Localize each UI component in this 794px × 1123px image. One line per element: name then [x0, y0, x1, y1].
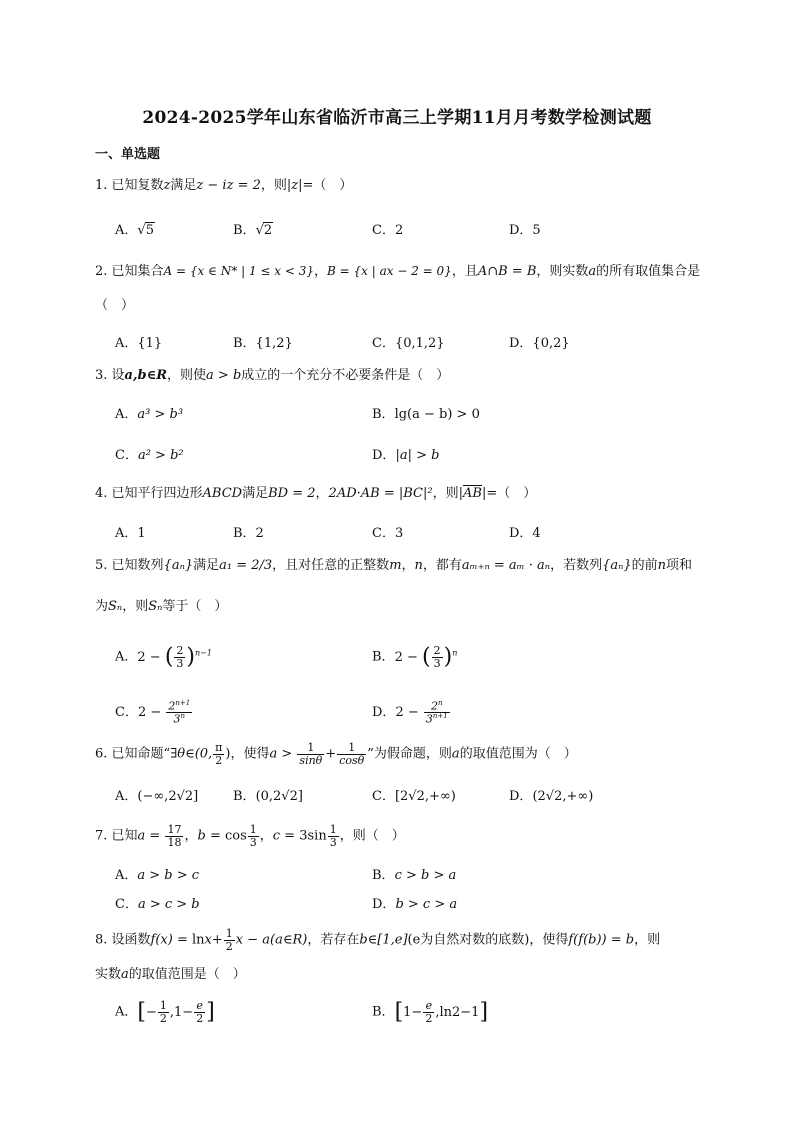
q6-option-a[interactable]: A．(−∞,2√2]: [115, 789, 199, 804]
question-4: 4. 已知平行四边形ABCD满足BD = 2，2AD·AB = |BC|²，则|AB|=（ ）: [95, 486, 537, 501]
q3-option-c[interactable]: C．a² > b²: [115, 448, 184, 463]
q2-option-b[interactable]: B．{1,2}: [233, 336, 293, 351]
q1-option-b[interactable]: B．√2: [233, 223, 273, 238]
question-5: 5. 已知数列{aₙ}满足a₁ = 2/3，且对任意的正整数m，n，都有aₘ₊ₙ = aₘ · aₙ，若数列{aₙ}的前n项和: [95, 558, 693, 573]
question-6: 6. 已知命题“∃θ∈(0, $\frac{\pi}{2}$ )，使得a > $\frac{1}{\sin\theta}$ + $\frac{1}{\cos\theta}$ ”为假命题，则a的取值范围为（ ）: [95, 741, 577, 767]
question-7: 7. 已知a = $\frac{17}{18}$ ，b = cos $\frac{1}{3}$ ，c = 3sin $\frac{1}{3}$ ，则（ ）: [95, 823, 405, 849]
q2-option-d[interactable]: D．{0,2}: [509, 336, 570, 351]
q4-option-d[interactable]: D．4: [509, 526, 541, 541]
question-5-line2: 为Sₙ，则Sₙ等于（ ）: [95, 599, 228, 614]
q6-option-b[interactable]: B．(0,2√2]: [233, 789, 303, 804]
question-2: 2. 已知集合A = {x ∈ N* | 1 ≤ x < 3}，B = {x | ax − 2 = 0}，且A∩B = B，则实数a的所有取值集合是: [95, 264, 701, 279]
q7-option-c[interactable]: C．a > c > b: [115, 897, 200, 912]
question-1: 1. 已知复数z满足z − iz = 2，则|z|=（ ）: [95, 178, 353, 193]
q6-option-c[interactable]: C．[2√2,+∞): [372, 789, 456, 804]
q4-option-a[interactable]: A．1: [115, 526, 146, 541]
section-heading: 一、单选题: [95, 147, 161, 162]
question-3: 3. 设a,b∈R，则使a > b成立的一个充分不必要条件是（ ）: [95, 368, 450, 383]
q4-option-c[interactable]: C．3: [372, 526, 404, 541]
q7-option-d[interactable]: D．b > c > a: [372, 897, 458, 912]
q2-option-a[interactable]: A．{1}: [115, 336, 163, 351]
q1-option-c[interactable]: C．2: [372, 223, 404, 238]
q8-option-b[interactable]: B．[1− $\frac{e}{2}$ ,ln2−1]: [372, 999, 489, 1025]
q4-option-b[interactable]: B．2: [233, 526, 264, 541]
q6-option-d[interactable]: D．(2√2,+∞): [509, 789, 594, 804]
q7-option-a[interactable]: A．a > b > c: [115, 868, 200, 883]
question-2-line2: （ ）: [95, 298, 135, 313]
q5-option-a[interactable]: A．2 − ( $\frac{2}{3}$ )$^{n-1}$: [115, 644, 212, 670]
page-title: 2024-2025学年山东省临沂市高三上学期11月月考数学检测试题: [142, 108, 652, 128]
q2-option-c[interactable]: C．{0,1,2}: [372, 336, 445, 351]
q3-option-d[interactable]: D．|a| > b: [372, 448, 440, 463]
q5-option-b[interactable]: B．2 − ( $\frac{2}{3}$ )$^n$: [372, 644, 458, 670]
q3-option-a[interactable]: A．a³ > b³: [115, 407, 184, 422]
question-8-line2: 实数a的取值范围是（ ）: [95, 967, 246, 982]
q1-option-d[interactable]: D．5: [509, 223, 541, 238]
q5-option-d[interactable]: D．2 − $\frac{2^n}{3^{n+1}}$: [372, 699, 448, 726]
q3-option-b[interactable]: B．lg(a − b) > 0: [372, 407, 480, 422]
question-8: 8. 设函数f(x) = lnx+ $\frac{1}{2}$ x − a(a∈R)，若存在b∈[1,e](e为自然对数的底数)，使得f(f(b)) = b，则: [95, 927, 661, 953]
q1-option-a[interactable]: A．√5: [115, 223, 154, 238]
q5-option-c[interactable]: C．2 − $\frac{2^{n+1}}{3^n}$: [115, 699, 191, 726]
q8-option-a[interactable]: A．[− $\frac{1}{2}$ ,1− $\frac{e}{2}$ ]: [115, 999, 215, 1025]
q7-option-b[interactable]: B．c > b > a: [372, 868, 457, 883]
